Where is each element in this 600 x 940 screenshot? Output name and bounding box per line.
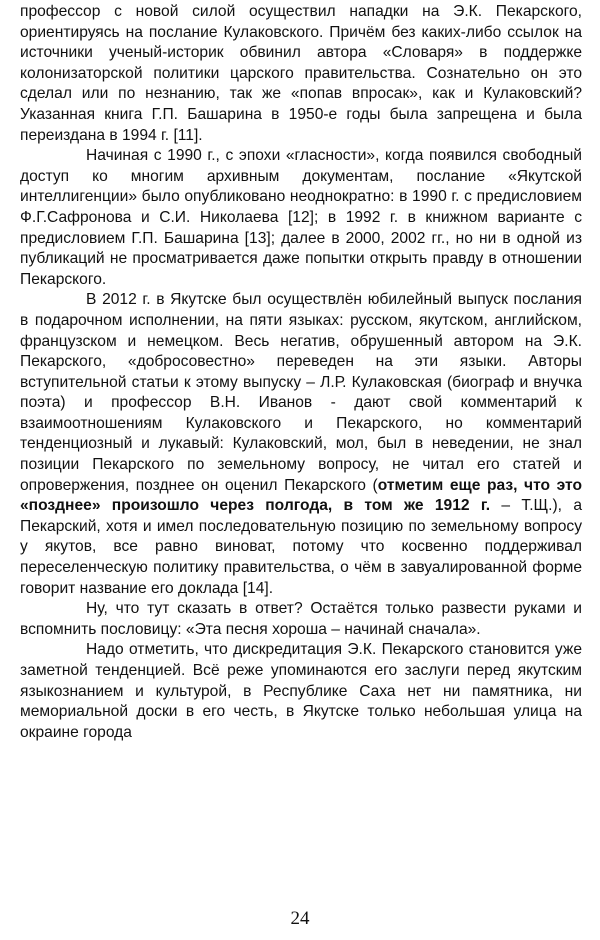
text-run: Надо отметить, что дискредитация Э.К. Пекарского становится уже заметной тенденцией. Всё реже упоминаются его заслуги перед якутским языкознанием и культурой, в Республике Саха нет ни памятника, ни мемориальной доски в его честь, в Якутске только небольшая улица на окраине города (20, 641, 582, 741)
paragraph (20, 640, 582, 743)
text-run: – Т.Щ.), а Пекарский, хотя и имел последовательную позицию по земельному вопросу у якутов, все равно виноват, потому что косвенно поддерживал переселенческую политику правительства, о чём в завуалированной форме говорит название его доклада [14]. (20, 497, 582, 597)
text-run: В 2012 г. в Якутске был осуществлён юбилейный выпуск послания в подарочном исполнении, на пяти языках: русском, якутском, английском, французском и немецком. Весь негатив, обрушенный автором на Э.К. Пекарского, «добросовестно» переведен на эти языки. Авторы вступительной статьи к этому выпуску – Л.Р. Кулаковская (биограф и внучка поэта) и профессор В.Н. Иванов - дают свой комментарий к взаимоотношениям Кулаковского и Пекарского, но комментарий тенденциозный и лукавый: Кулаковский, мол, был в неведении, не знал позиции Пекарского по земельному вопросу, не читал его статей и опровержения, позднее он оценил Пекарского ( (20, 291, 582, 494)
body-text (20, 2, 582, 743)
paragraph (20, 2, 582, 146)
text-run: Начиная с 1990 г., с эпохи «гласности», когда появился свободный доступ ко многим архивным документам, послание «Якутской интеллигенции» было опубликовано неоднократно: в 1990 г. с предисловием Ф.Г.Сафронова и С.И. Николаева [12]; в 1992 г. в книжном варианте с предисловием Г.П. Башарина [13]; далее в 2000, 2002 гг., но ни в одной из публикаций не просматривается даже попытки открыть правду в отношении Пекарского. (20, 147, 582, 288)
paragraph (20, 599, 582, 640)
text-run: профессор с новой силой осуществил нападки на Э.К. Пекарского, ориентируясь на послание Кулаковского. Причём без каких-либо ссылок на источники ученый-историк обвинил автора «Словаря» в поддержке колонизаторской политики царского правительства. Сознательно он это сделал или по незнанию, так же «попав впросак», как и Кулаковский? Указанная книга Г.П. Башарина в 1950-е годы была запрещена и была переиздана в 1994 г. [11]. (20, 3, 582, 144)
page-number: 24 (290, 908, 310, 929)
text-run: Ну, что тут сказать в ответ? Остаётся только развести руками и вспомнить пословицу: «Эта песня хороша – начинай сначала». (20, 600, 582, 638)
bold-text-run: отметим еще раз, что это «позднее» произошло через полгода, в том же 1912 г. (20, 476, 582, 515)
document-page (20, 2, 582, 743)
paragraph (20, 290, 582, 599)
paragraph (20, 146, 582, 290)
